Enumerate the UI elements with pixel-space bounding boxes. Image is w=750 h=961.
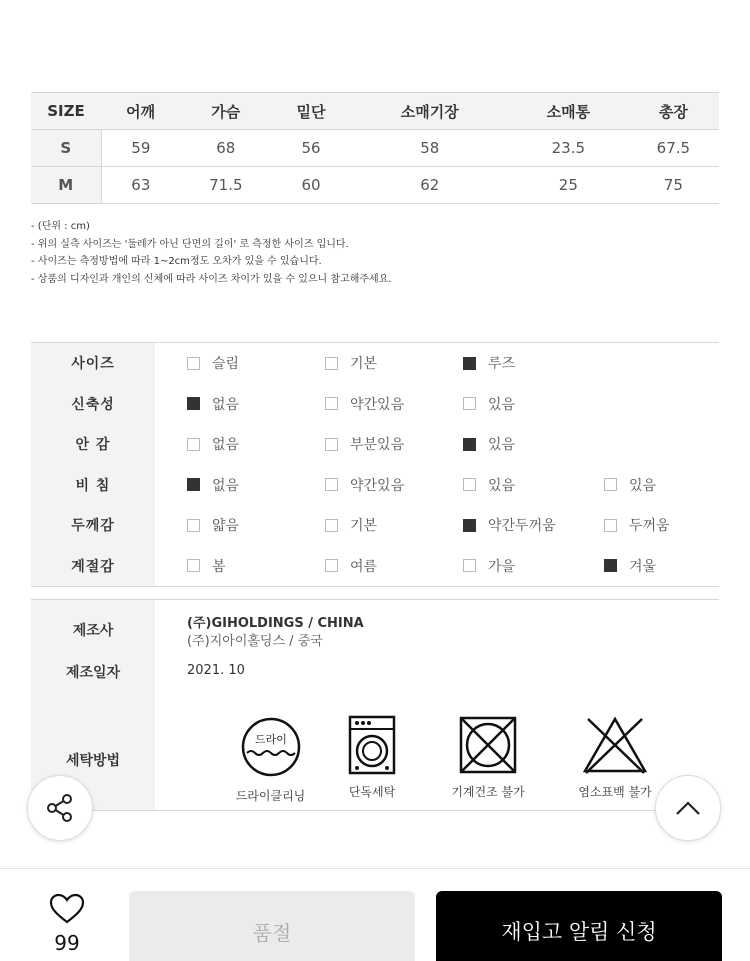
table-row xyxy=(31,167,719,204)
size-header-cell: SIZE xyxy=(47,102,85,120)
unchecked-box-icon xyxy=(187,519,200,532)
feature-option xyxy=(463,353,515,373)
size-cell: 59 xyxy=(131,139,151,157)
soldout-button[interactable]: 품절 xyxy=(129,891,415,961)
feature-option xyxy=(604,556,656,576)
size-cell: 60 xyxy=(301,176,321,194)
checked-box-icon xyxy=(187,397,200,410)
feature-row xyxy=(31,384,719,425)
product-info xyxy=(31,599,719,811)
size-cell: 75 xyxy=(663,176,683,194)
feature-option xyxy=(463,515,556,535)
feature-option-label: 기본 xyxy=(350,518,378,535)
maker-value-kr: (주)지아이홀딩스 / 중국 xyxy=(187,634,323,649)
product-features xyxy=(31,342,719,587)
size-cell: 23.5 xyxy=(551,139,586,157)
feature-option xyxy=(187,475,239,495)
size-cell: 62 xyxy=(420,176,440,194)
feature-option xyxy=(187,434,239,454)
dry-clean-icon-text: 드라이 xyxy=(254,733,287,746)
size-cell: 71.5 xyxy=(209,176,243,194)
unchecked-box-icon xyxy=(463,559,476,572)
size-header-cell: 총장 xyxy=(658,102,688,121)
feature-option-label: 얇음 xyxy=(212,518,240,535)
size-table xyxy=(31,92,719,204)
date-value: 2021. 10 xyxy=(187,663,245,678)
feature-option-label: 여름 xyxy=(350,558,378,575)
dry-clean-icon xyxy=(239,715,303,779)
chevron-up-icon xyxy=(674,800,702,816)
feature-option xyxy=(325,515,377,535)
feature-option xyxy=(604,475,656,495)
size-cell: 25 xyxy=(558,176,578,194)
feature-option-label: 약간있음 xyxy=(350,477,405,494)
unchecked-box-icon xyxy=(325,397,338,410)
unchecked-box-icon xyxy=(325,478,338,491)
feature-option xyxy=(325,353,377,373)
share-icon xyxy=(44,792,76,824)
checked-box-icon xyxy=(463,519,476,532)
maker-label: 제조사 xyxy=(72,623,114,639)
unchecked-box-icon xyxy=(604,478,617,491)
feature-option xyxy=(463,475,515,495)
heart-icon xyxy=(49,893,85,925)
size-cell: 63 xyxy=(131,176,151,194)
feature-option-label: 가을 xyxy=(488,558,516,575)
size-header-cell: 소매통 xyxy=(546,102,591,121)
note-line: - 위의 실측 사이즈는 '둘레가 아닌 단면의 길이' 로 측정한 사이즈 입니다. xyxy=(31,238,349,250)
care-item xyxy=(443,715,533,800)
date-label: 제조일자 xyxy=(65,665,121,681)
care-item xyxy=(213,715,328,804)
size-row-label: S xyxy=(31,130,101,167)
note-line: - 사이즈는 측정방법에 따라 1~2cm정도 오차가 있을 수 있습니다. xyxy=(31,256,322,267)
feature-option-label: 약간있음 xyxy=(350,396,405,413)
care-item xyxy=(327,715,417,800)
feature-option-label: 약간두꺼움 xyxy=(488,518,556,535)
size-row-label: M xyxy=(31,167,101,204)
unchecked-box-icon xyxy=(325,559,338,572)
unchecked-box-icon xyxy=(187,559,200,572)
feature-option-label: 부분있음 xyxy=(350,437,405,454)
care-label: 드라이클리닝 xyxy=(235,789,306,803)
no-tumble-dry-icon xyxy=(458,715,518,775)
restock-alert-button[interactable]: 재입고 알림 신청 xyxy=(436,891,722,961)
size-header-cell: 어깨 xyxy=(126,102,156,121)
feature-label: 비 침 xyxy=(31,465,155,506)
care-item xyxy=(567,715,663,800)
feature-row xyxy=(31,343,719,384)
size-header-cell: 소매기장 xyxy=(400,102,459,121)
care-label: 염소표백 불가 xyxy=(578,785,652,799)
wash-label: 세탁방법 xyxy=(65,753,121,769)
note-line: - (단위 : cm) xyxy=(31,221,90,232)
feature-option xyxy=(325,434,404,454)
size-cell: 68 xyxy=(216,139,236,157)
feature-option xyxy=(463,394,515,414)
feature-option-label: 기본 xyxy=(350,356,378,373)
feature-option xyxy=(325,556,377,576)
feature-option-label: 없음 xyxy=(212,396,240,413)
feature-option-label: 없음 xyxy=(212,437,240,454)
feature-label: 안 감 xyxy=(31,424,155,465)
feature-option xyxy=(604,515,670,535)
bottom-action-bar xyxy=(0,868,750,961)
feature-option-label: 루즈 xyxy=(488,356,516,373)
unchecked-box-icon xyxy=(463,478,476,491)
feature-option xyxy=(187,556,226,576)
unchecked-box-icon xyxy=(325,438,338,451)
like-count: 99 xyxy=(54,931,80,955)
feature-option-label: 봄 xyxy=(212,558,226,575)
unchecked-box-icon xyxy=(187,438,200,451)
feature-option-label: 두꺼움 xyxy=(629,518,670,535)
unchecked-box-icon xyxy=(463,397,476,410)
feature-option xyxy=(187,515,239,535)
feature-option xyxy=(187,353,239,373)
checked-box-icon xyxy=(604,559,617,572)
feature-row xyxy=(31,465,719,506)
share-button[interactable] xyxy=(27,775,93,841)
note-line: - 상품의 디자인과 개인의 신체에 따라 사이즈 차이가 있을 수 있으니 참고해주세요. xyxy=(31,273,392,285)
feature-label: 계절감 xyxy=(31,546,155,587)
feature-option-label: 슬림 xyxy=(212,356,240,373)
size-cell: 56 xyxy=(301,139,321,157)
feature-option xyxy=(463,556,515,576)
feature-option xyxy=(187,394,239,414)
like-button[interactable] xyxy=(32,893,102,955)
feature-option-label: 있음 xyxy=(629,477,657,494)
unchecked-box-icon xyxy=(325,357,338,370)
feature-label: 두께감 xyxy=(31,505,155,546)
unchecked-box-icon xyxy=(325,519,338,532)
feature-label: 신축성 xyxy=(31,384,155,425)
size-header-cell: 밑단 xyxy=(296,102,326,121)
care-label: 기계건조 불가 xyxy=(451,785,525,799)
washing-machine-icon xyxy=(348,715,396,775)
scroll-top-button[interactable] xyxy=(655,775,721,841)
checked-box-icon xyxy=(463,357,476,370)
table-row xyxy=(31,130,719,167)
checked-box-icon xyxy=(187,478,200,491)
feature-row xyxy=(31,546,719,587)
unchecked-box-icon xyxy=(187,357,200,370)
feature-option-label: 없음 xyxy=(212,477,240,494)
feature-option xyxy=(325,394,404,414)
feature-option xyxy=(325,475,404,495)
size-cell: 58 xyxy=(420,139,440,157)
feature-row xyxy=(31,424,719,465)
size-notes xyxy=(31,218,392,288)
feature-option-label: 있음 xyxy=(488,396,516,413)
feature-option-label: 있음 xyxy=(488,437,516,454)
care-label: 단독세탁 xyxy=(348,785,396,799)
unchecked-box-icon xyxy=(604,519,617,532)
size-table-header xyxy=(31,93,719,130)
feature-option-label: 겨울 xyxy=(629,558,657,575)
size-header-cell: 가슴 xyxy=(211,102,241,121)
checked-box-icon xyxy=(463,438,476,451)
size-cell: 67.5 xyxy=(656,139,691,157)
feature-option xyxy=(463,434,515,454)
maker-value: (주)GIHOLDINGS / CHINA xyxy=(187,616,364,631)
feature-option-label: 있음 xyxy=(488,477,516,494)
no-bleach-icon xyxy=(582,715,648,775)
feature-row xyxy=(31,505,719,546)
feature-label: 사이즈 xyxy=(31,343,155,384)
